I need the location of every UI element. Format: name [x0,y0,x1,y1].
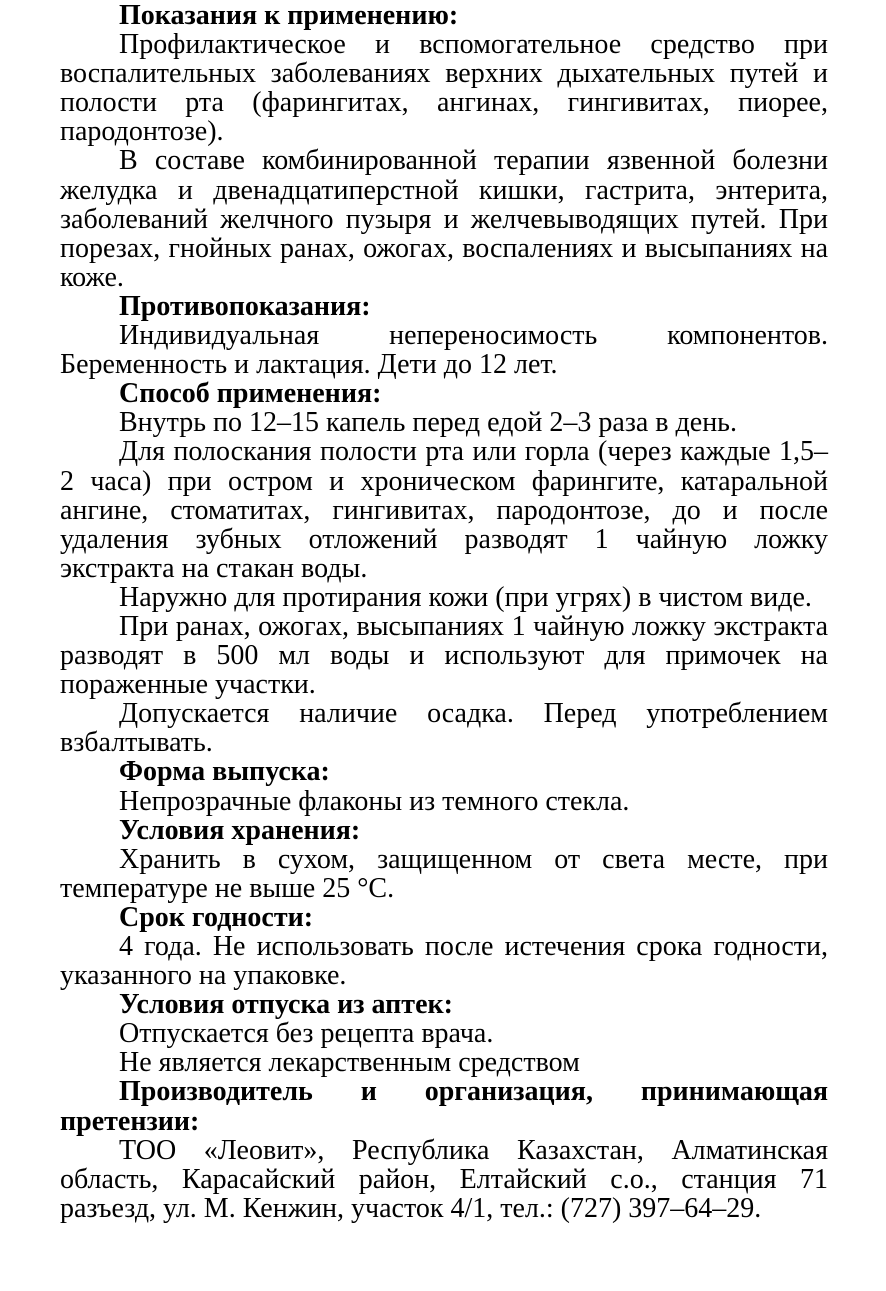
paragraph-usage-3: Наружно для протирания кожи (при угрях) в чистом виде. [119,581,812,613]
paragraph-usage-4: При ранах, ожогах, высыпаниях 1 чайную ложку экстракта разводят в 500 мл воды и используют для примочек на пораженные участки. [60,610,828,701]
paragraph-storage: Хранить в сухом, защищенном от света месте, при температуре не выше 25 °С. [60,843,828,904]
paragraph-contraindications: Индивидуальная непереносимость компонентов. Беременность и лактация. Дети до 12 лет. [60,320,828,381]
paragraph-usage-2: Для полоскания полости рта или горла (через каждые 1,5–2 часа) при остром и хроническом фарингите, катаральной ангине, стоматитах, гингивитах, пародонтозе, до и после удаления зубных отложений разводят 1 чайную ложку экстракта на стакан воды. [60,436,828,584]
document-page [0,1,886,1291]
paragraph-dispensing-1: Отпускается без рецепта врача. [119,1018,494,1050]
heading-manufacturer: Производитель и организация, принимающая претензии: [60,1076,828,1137]
heading-indications: Показания к применению: [119,0,459,31]
paragraph-manufacturer: ТОО «Леовит», Республика Казахстан, Алматинская область, Карасайский район, Елтайский с.о., станция 71 разъезд, ул. М. Кенжин, участок 4/1, тел.: (727) 397–64–29. [60,1134,828,1224]
heading-dispensing: Условия отпуска из аптек: [119,989,453,1021]
paragraph-indications-2: В составе комбинированной терапии язвенной болезни желудка и двенадцатиперстной кишки, гастрита, энтерита, заболеваний желчного пузыря и желчевыводящих путей. При порезах, гнойных ранах, ожогах, воспалениях и высыпаниях на коже. [60,145,828,293]
heading-storage: Условия хранения: [119,814,361,846]
paragraph-release-form: Непрозрачные флаконы из темного стекла. [119,785,630,817]
heading-shelf-life: Срок годности: [119,901,314,933]
heading-release-form: Форма выпуска: [119,756,330,788]
heading-contraindications: Противопоказания: [119,290,371,322]
paragraph-usage-1: Внутрь по 12–15 капель перед едой 2–3 раза в день. [119,407,737,439]
paragraph-indications-1: Профилактическое и вспомогательное средство при воспалительных заболеваниях верхних дыхательных путей и полости рта (фарингитах, ангинах, гингивитах, пиорее, пародонтозе). [60,29,828,148]
heading-usage: Способ применения: [119,378,382,410]
paragraph-shelf-life: 4 года. Не использовать после истечения срока годности, указанного на упаковке. [60,931,828,992]
paragraph-usage-5: Допускается наличие осадка. Перед употреблением взбалтывать. [60,698,828,759]
paragraph-dispensing-2: Не является лекарственным средством [119,1047,580,1079]
